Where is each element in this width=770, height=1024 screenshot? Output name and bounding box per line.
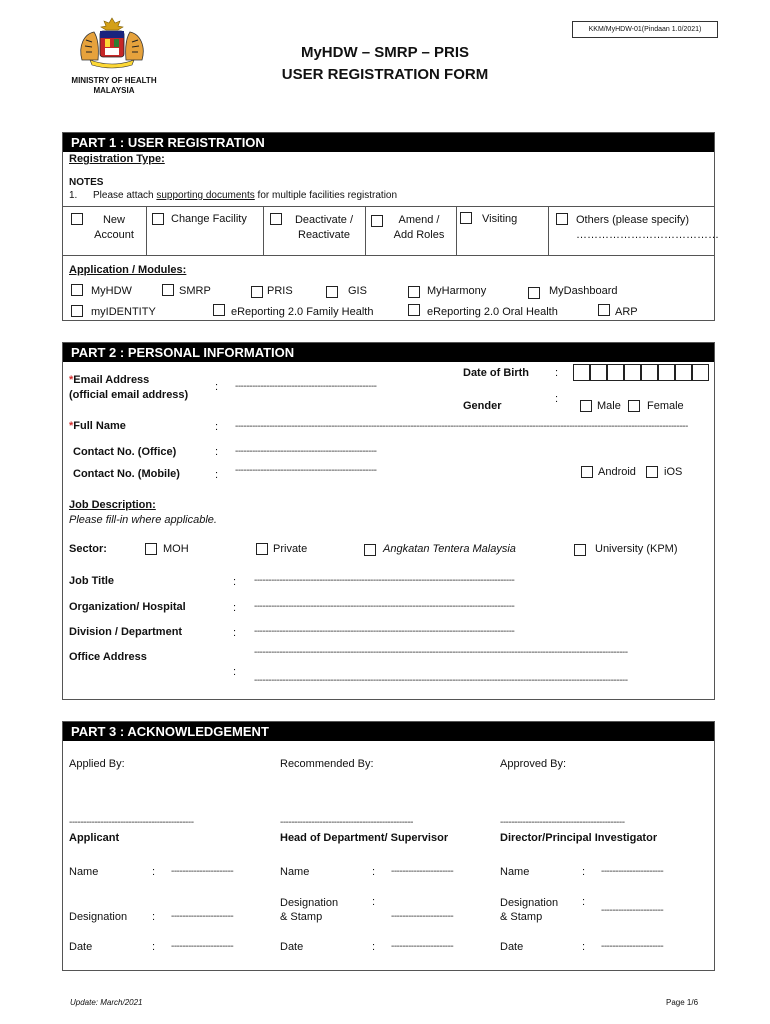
account-label: Account <box>94 229 134 241</box>
applicant-name-colon: : <box>152 866 156 878</box>
contact-mobile-colon: : <box>215 469 219 481</box>
email-colon: : <box>215 381 219 393</box>
hod-designation-colon: : <box>372 896 376 908</box>
amend-roles-checkbox[interactable] <box>371 215 383 227</box>
note-1-pre: Please attach <box>93 190 157 201</box>
contact-office-label: Contact No. (Office) <box>73 446 177 458</box>
part3-heading: PART 3 : ACKNOWLEDGEMENT <box>63 722 714 741</box>
division-label: Division / Department <box>69 626 183 638</box>
job-description-label: Job Description: <box>69 499 156 511</box>
job-title-input-line[interactable]: -------------------------------------------------------------------------------------------- <box>254 575 515 586</box>
hod-signature-line[interactable]: ----------------------------------------------- <box>280 817 414 828</box>
hod-name-line[interactable]: ---------------------- <box>391 866 454 877</box>
pris-label: PRIS <box>267 285 293 297</box>
ereporting-oral-label: eReporting 2.0 Oral Health <box>427 306 558 318</box>
notes-label: NOTES <box>69 177 104 188</box>
approved-by-label: Approved By: <box>500 758 567 770</box>
fullname-colon: : <box>215 421 219 433</box>
job-description-hint: Please fill-in where applicable. <box>69 514 217 526</box>
job-title-colon: : <box>233 576 237 588</box>
part2-heading: PART 2 : PERSONAL INFORMATION <box>63 343 714 362</box>
ios-checkbox[interactable] <box>646 466 658 478</box>
applicant-designation-line[interactable]: ---------------------- <box>171 911 234 922</box>
amend-roles-label <box>385 213 453 243</box>
dob-box[interactable] <box>675 364 692 381</box>
male-label: Male <box>597 400 621 412</box>
gender-label: Gender <box>463 400 502 412</box>
female-label: Female <box>647 400 684 412</box>
dob-input-boxes[interactable] <box>573 364 711 381</box>
arp-checkbox[interactable] <box>598 304 610 316</box>
myidentity-label: myIDENTITY <box>91 306 156 318</box>
deactivate-checkbox[interactable] <box>270 213 282 225</box>
applicant-date-colon: : <box>152 941 156 953</box>
director-designation-line2: & Stamp <box>500 911 543 923</box>
ereporting-oral-checkbox[interactable] <box>408 304 420 316</box>
part1-heading: PART 1 : USER REGISTRATION <box>63 133 714 152</box>
applicant-designation-label: Designation <box>69 911 128 923</box>
organization-label: Organization/ Hospital <box>69 601 186 613</box>
office-address-line1[interactable]: ------------------------------------------------------------------------------------------------------------------------------------ <box>254 647 628 658</box>
director-title: Director/Principal Investigator <box>500 832 658 844</box>
sector-private-checkbox[interactable] <box>256 543 268 555</box>
supporting-documents-link: supporting documents <box>156 190 255 201</box>
footer-update: Update: March/2021 <box>70 998 143 1007</box>
sector-atm-checkbox[interactable] <box>364 544 376 556</box>
ereporting-family-label: eReporting 2.0 Family Health <box>231 306 374 318</box>
new-account-label <box>87 213 141 243</box>
myhdw-checkbox[interactable] <box>71 284 83 296</box>
applicant-date-label: Date <box>69 941 93 953</box>
others-checkbox[interactable] <box>556 213 568 225</box>
sector-moh-label: MOH <box>163 543 189 555</box>
new-label: New <box>102 214 125 226</box>
organization-colon: : <box>233 602 237 614</box>
deactivate-label <box>285 213 363 243</box>
part1-section <box>62 132 719 321</box>
android-label: Android <box>598 466 636 478</box>
email-sublabel: (official email address) <box>69 389 189 401</box>
director-designation-line[interactable]: ---------------------- <box>601 905 664 916</box>
amend-line1: Amend / <box>398 214 440 226</box>
ereporting-family-checkbox[interactable] <box>213 304 225 316</box>
sector-private-label: Private <box>273 543 308 555</box>
director-designation-label <box>500 896 558 924</box>
director-name-colon: : <box>582 866 586 878</box>
gender-colon: : <box>555 393 559 405</box>
deactivate-line2: Reactivate <box>298 229 350 241</box>
part3-section <box>62 721 715 971</box>
malaysia-crest-logo <box>72 16 152 70</box>
division-colon: : <box>233 627 237 639</box>
myidentity-checkbox[interactable] <box>71 305 83 317</box>
myhdw-label: MyHDW <box>91 285 132 297</box>
ministry-line1: MINISTRY OF HEALTH <box>71 76 157 85</box>
smrp-checkbox[interactable] <box>162 284 174 296</box>
director-designation-colon: : <box>582 896 586 908</box>
form-reference: KKM/MyHDW-01(Pindaan 1.0/2021) <box>572 21 718 38</box>
director-designation-line1: Designation <box>500 897 559 909</box>
fullname-input-line[interactable]: ---------------------------------------------------------------------------------------------------------------------------------------------------------------- <box>235 421 688 432</box>
dob-colon: : <box>555 367 559 379</box>
myharmony-checkbox[interactable] <box>408 286 420 298</box>
registration-type-label: Registration Type: <box>69 153 165 165</box>
visiting-checkbox[interactable] <box>460 212 472 224</box>
email-input-line[interactable]: -------------------------------------------------- <box>235 381 377 392</box>
dob-box[interactable] <box>641 364 658 381</box>
applicant-name-label: Name <box>69 866 99 878</box>
hod-designation-line2: & Stamp <box>280 911 323 923</box>
contact-office-colon: : <box>215 446 219 458</box>
fullname-label-text: Full Name <box>73 420 126 432</box>
contact-mobile-input-line[interactable]: -------------------------------------------------- <box>235 465 377 476</box>
sector-university-label: University (KPM) <box>595 543 678 555</box>
dob-box[interactable] <box>624 364 641 381</box>
director-signature-line[interactable]: -------------------------------------------- <box>500 817 625 828</box>
email-label <box>69 374 149 386</box>
office-address-colon: : <box>233 666 237 678</box>
hod-title: Head of Department/ Supervisor <box>280 832 449 844</box>
director-date-colon: : <box>582 941 586 953</box>
ministry-line2: MALAYSIA <box>93 86 135 95</box>
director-name-label: Name <box>500 866 530 878</box>
male-checkbox[interactable] <box>580 400 592 412</box>
note-1 <box>93 190 397 201</box>
change-facility-checkbox[interactable] <box>152 213 164 225</box>
ios-label: iOS <box>664 466 683 478</box>
page-number: Page 1/6 <box>666 998 699 1007</box>
sector-university-checkbox[interactable] <box>574 544 586 556</box>
arp-label: ARP <box>615 306 638 318</box>
hod-name-colon: : <box>372 866 376 878</box>
applicant-designation-colon: : <box>152 911 156 923</box>
dob-box[interactable] <box>692 364 709 381</box>
contact-mobile-label: Contact No. (Mobile) <box>73 468 180 480</box>
gis-label: GIS <box>348 285 367 297</box>
mydashboard-label: MyDashboard <box>549 285 618 297</box>
hod-designation-line[interactable]: ---------------------- <box>391 911 454 922</box>
ministry-name <box>68 76 160 96</box>
deactivate-line1: Deactivate / <box>294 214 354 226</box>
hod-name-label: Name <box>280 866 310 878</box>
visiting-label: Visiting <box>482 213 518 225</box>
gis-checkbox[interactable] <box>326 286 338 298</box>
others-specify-line[interactable]: ………………………………… <box>576 229 719 241</box>
dob-box[interactable] <box>573 364 590 381</box>
hod-designation-label <box>280 896 338 924</box>
director-date-label: Date <box>500 941 524 953</box>
applicant-signature-line[interactable]: -------------------------------------------- <box>69 817 194 828</box>
dob-box[interactable] <box>658 364 675 381</box>
new-account-checkbox[interactable] <box>71 213 83 225</box>
fullname-required-star: * <box>69 420 74 432</box>
hod-date-line[interactable]: ---------------------- <box>391 941 454 952</box>
office-address-label: Office Address <box>69 651 147 663</box>
hod-designation-line1: Designation <box>280 897 339 909</box>
note-1-number: 1. <box>69 190 78 201</box>
applicant-title: Applicant <box>69 832 120 844</box>
applied-by-label: Applied By: <box>69 758 125 770</box>
director-date-line[interactable]: ---------------------- <box>601 941 664 952</box>
contact-office-input-line[interactable]: -------------------------------------------------- <box>235 446 377 457</box>
dob-box[interactable] <box>607 364 624 381</box>
dob-label: Date of Birth <box>463 367 529 379</box>
mydashboard-checkbox[interactable] <box>528 287 540 299</box>
others-text: Others (please specify) <box>576 214 690 226</box>
amend-line2: Add Roles <box>393 229 445 241</box>
myharmony-label: MyHarmony <box>427 285 487 297</box>
sector-label: Sector: <box>69 543 107 555</box>
director-name-line[interactable]: ---------------------- <box>601 866 664 877</box>
job-title-label: Job Title <box>69 575 115 587</box>
sector-atm-label: Angkatan Tentera Malaysia <box>383 543 516 555</box>
smrp-label: SMRP <box>179 285 211 297</box>
change-facility-label: Change Facility <box>171 213 247 225</box>
note-1-post: for multiple facilities registration <box>254 190 398 201</box>
title-line2: USER REGISTRATION FORM <box>281 66 489 83</box>
android-checkbox[interactable] <box>581 466 593 478</box>
email-required-star: * <box>69 374 74 386</box>
applicant-name-line[interactable]: ---------------------- <box>171 866 234 877</box>
sector-moh-checkbox[interactable] <box>145 543 157 555</box>
others-label <box>576 213 719 243</box>
form-title <box>240 42 530 86</box>
part2-section <box>62 342 715 700</box>
title-line1: MyHDW – SMRP – PRIS <box>300 44 470 61</box>
organization-input-line[interactable]: -------------------------------------------------------------------------------------------- <box>254 601 515 612</box>
applicant-date-line[interactable]: ---------------------- <box>171 941 234 952</box>
recommended-by-label: Recommended By: <box>280 758 374 770</box>
dob-box[interactable] <box>590 364 607 381</box>
email-label-text: Email Address <box>73 374 150 386</box>
fullname-label <box>69 420 126 432</box>
female-checkbox[interactable] <box>628 400 640 412</box>
office-address-line2[interactable]: ------------------------------------------------------------------------------------------------------------------------------------ <box>254 675 628 686</box>
pris-checkbox[interactable] <box>251 286 263 298</box>
division-input-line[interactable]: -------------------------------------------------------------------------------------------- <box>254 626 515 637</box>
hod-date-colon: : <box>372 941 376 953</box>
hod-date-label: Date <box>280 941 304 953</box>
modules-label: Application / Modules: <box>69 264 187 276</box>
